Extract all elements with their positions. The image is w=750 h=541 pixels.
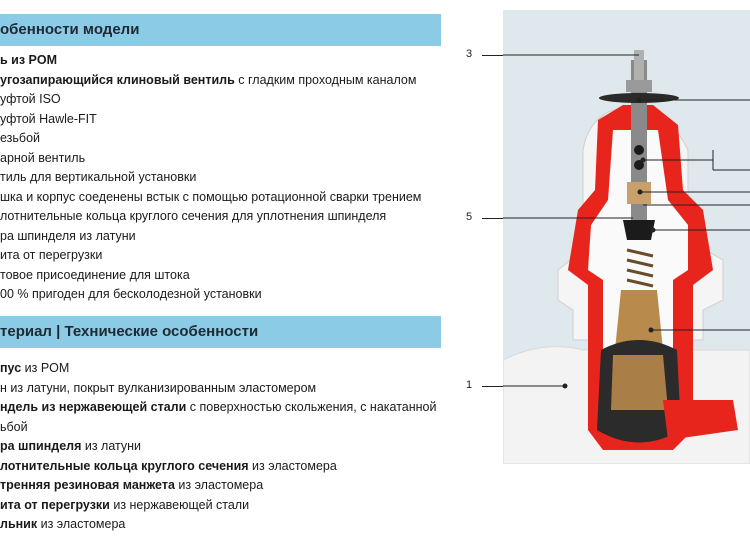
list-item-text: ита от перегрузки	[0, 248, 103, 262]
list-item-text: товое присоединение для штока	[0, 267, 190, 282]
list-item-bold: тренняя резиновая манжета	[0, 478, 175, 492]
list-item-text: ьбой	[0, 419, 28, 434]
list-item	[0, 267, 190, 283]
list-item	[0, 380, 316, 396]
list-item-text: из эластомера	[174, 478, 264, 492]
list-item-bold: угозапирающийся клиновый вентиль	[0, 72, 235, 87]
list-item	[0, 91, 61, 107]
list-item-text: с гладким проходным каналом	[234, 72, 417, 87]
section-header-features	[0, 14, 441, 46]
list-item-bold: ь из POM	[0, 53, 58, 67]
valve-drawing	[503, 10, 750, 464]
list-item-bold: льник	[0, 517, 38, 531]
list-item	[0, 419, 28, 435]
list-item	[0, 516, 125, 532]
list-item	[0, 150, 85, 166]
list-item	[0, 477, 263, 493]
list-item-text: уфтой ISO	[0, 92, 61, 106]
list-item-text: с поверхностью скольжения, с накатанной	[186, 400, 437, 414]
callout-number: 5	[466, 211, 473, 223]
list-item-text: из эластомера	[37, 517, 126, 531]
list-item	[0, 497, 249, 513]
callout-line	[482, 386, 503, 387]
list-item	[0, 208, 386, 224]
list-item	[0, 130, 40, 146]
list-item	[0, 169, 196, 185]
list-item	[0, 52, 57, 68]
callout-number: 1	[466, 379, 473, 391]
list-item	[0, 72, 416, 88]
list-item-bold: пус	[0, 361, 22, 375]
list-item	[0, 189, 421, 205]
list-item-bold: лотнительные кольца круглого сечения	[0, 458, 249, 473]
list-item	[0, 399, 436, 415]
list-item	[0, 438, 141, 454]
list-item-bold: ита от перегрузки	[0, 497, 110, 512]
list-item	[0, 228, 136, 244]
list-item-text: н из латуни, покрыт вулканизированным эластомером	[0, 380, 317, 395]
callout-line	[482, 55, 503, 56]
list-item-text: из латуни	[81, 439, 142, 453]
list-item	[0, 286, 262, 302]
valve-cutaway-image	[503, 10, 750, 464]
list-item	[0, 360, 69, 376]
list-item-text: арной вентиль	[0, 150, 86, 165]
list-item-text: езьбой	[0, 131, 41, 145]
list-item	[0, 247, 102, 263]
section-title: териал | Технические особенности	[0, 323, 259, 340]
list-item-text: лотнительные кольца круглого сечения для уплотнения шпинделя	[0, 209, 387, 223]
list-item-text: из нержавеющей стали	[109, 497, 250, 512]
list-item-bold: ндель из нержавеющей стали	[0, 400, 187, 414]
callout-line	[482, 218, 503, 219]
section-title: обенности модели	[0, 21, 140, 38]
list-item-text: из POM	[21, 361, 70, 375]
list-item-text: тиль для вертикальной установки	[0, 170, 197, 184]
list-item-text: из эластомера	[248, 458, 337, 473]
list-item	[0, 111, 97, 127]
list-item-text: ра шпинделя из латуни	[0, 228, 136, 243]
list-item-bold: ра шпинделя	[0, 439, 82, 453]
section-header-materials	[0, 316, 441, 348]
list-item-text: шка и корпус соеденены встык с помощью ротационной сварки трением	[0, 189, 422, 204]
list-item	[0, 458, 337, 474]
list-item-text: 00 % пригоден для бесколодезной установки	[0, 287, 262, 301]
callout-number: 3	[466, 48, 473, 60]
list-item-text: уфтой Hawle-FIT	[0, 111, 97, 126]
